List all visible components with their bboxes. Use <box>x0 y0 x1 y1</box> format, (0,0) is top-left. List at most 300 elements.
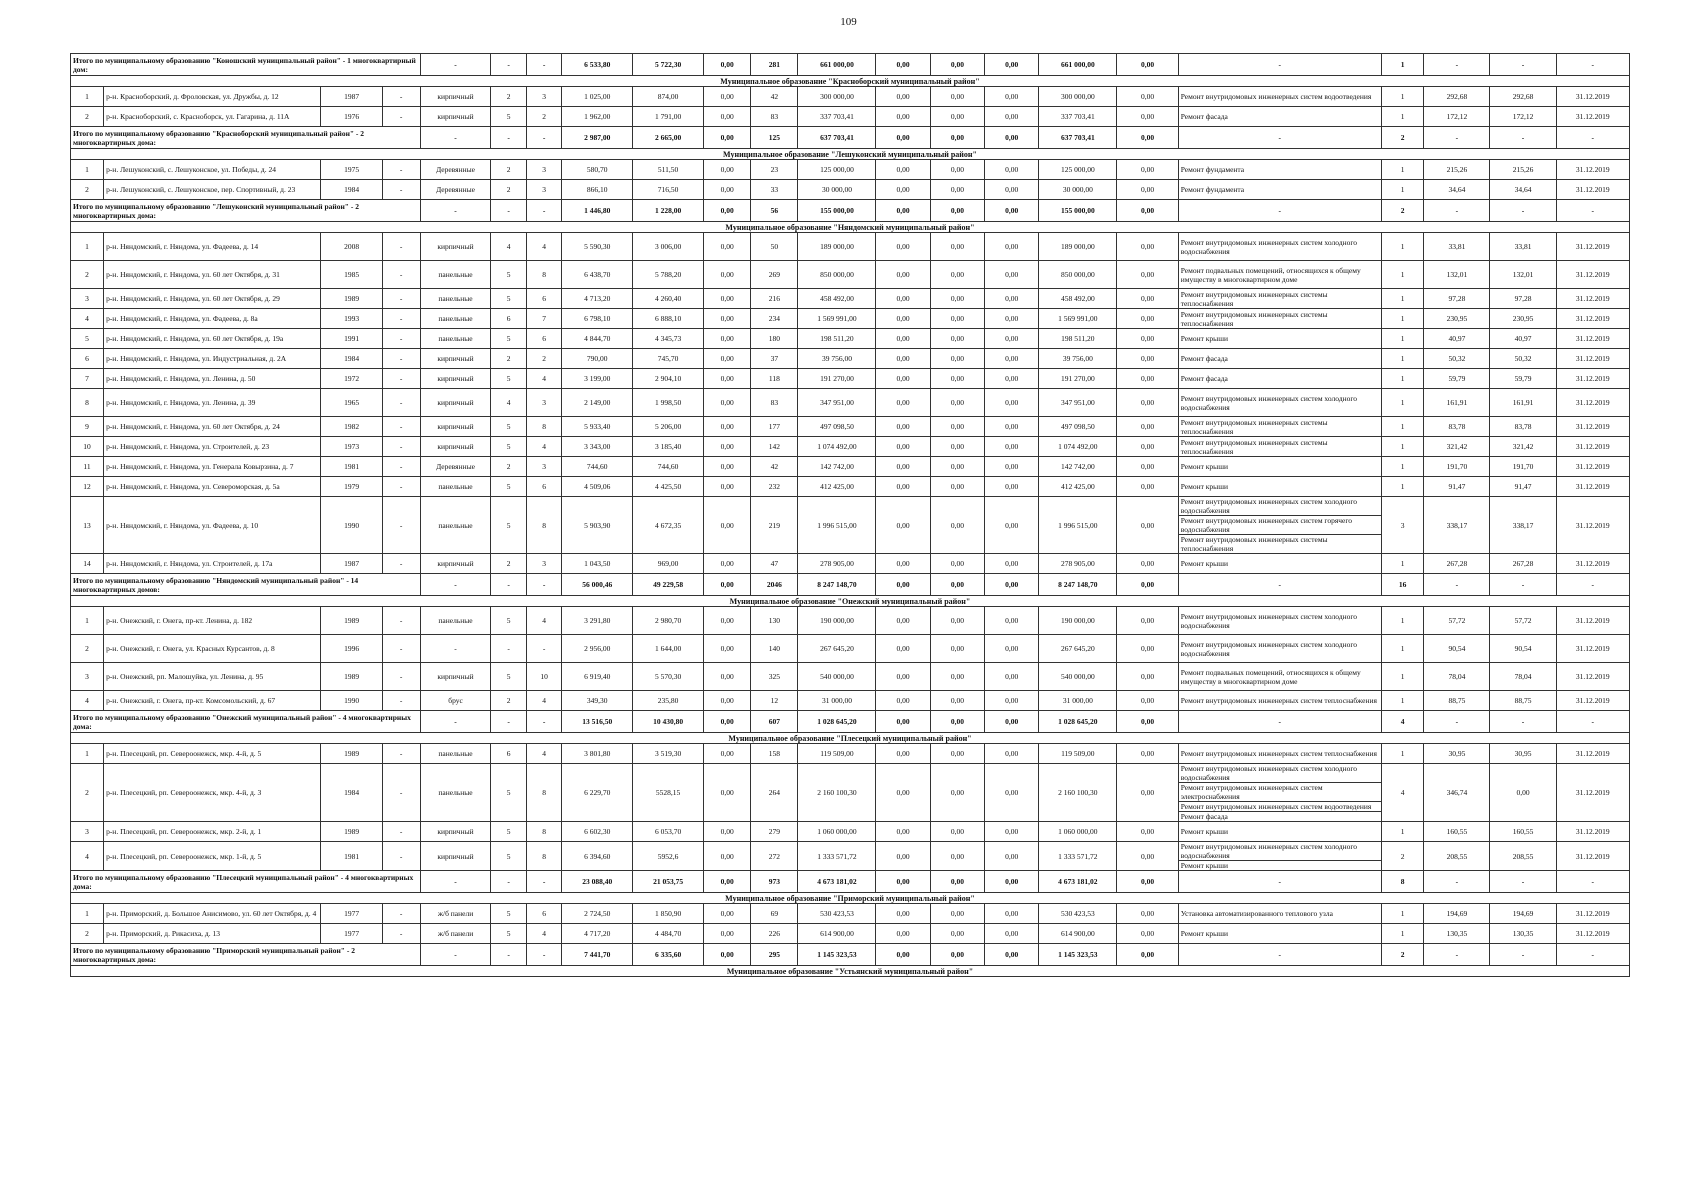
value-cell: кирпичный <box>420 369 491 389</box>
value-cell: - <box>382 160 420 180</box>
total-value-cell: 7 441,70 <box>562 944 633 966</box>
value-cell: 1984 <box>321 349 382 369</box>
value-cell: 8 <box>526 417 561 437</box>
value-cell: 4 844,70 <box>562 329 633 349</box>
total-value-cell: 1 145 323,53 <box>1039 944 1117 966</box>
value-cell: 132,01 <box>1490 261 1556 289</box>
value-cell: 6 <box>526 289 561 309</box>
value-cell: 0,00 <box>704 369 751 389</box>
value-cell: 7 <box>526 309 561 329</box>
value-cell: 0,00 <box>930 822 984 842</box>
total-value-cell: 0,00 <box>985 871 1039 893</box>
work-item: Ремонт фасада <box>1180 112 1228 121</box>
value-cell: 267 645,20 <box>798 635 876 663</box>
total-value-cell: 1 <box>1381 54 1424 76</box>
value-cell: 4 <box>526 744 561 764</box>
value-cell: 216 <box>751 289 798 309</box>
total-value-cell: - <box>1424 944 1490 966</box>
value-cell: - <box>382 663 420 691</box>
value-cell: 235,80 <box>633 691 704 711</box>
total-value-cell: 16 <box>1381 574 1424 596</box>
value-cell: - <box>382 635 420 663</box>
value-cell: 0,00 <box>1117 369 1178 389</box>
value-cell: 540 000,00 <box>798 663 876 691</box>
value-cell: 0,00 <box>1117 349 1178 369</box>
value-cell: 5 570,30 <box>633 663 704 691</box>
value-cell: 1 074 492,00 <box>798 437 876 457</box>
total-row <box>71 711 1630 733</box>
value-cell: 4 <box>526 437 561 457</box>
value-cell: 1 025,00 <box>562 87 633 107</box>
total-value-cell: 0,00 <box>985 127 1039 149</box>
total-value-cell: - <box>420 200 491 222</box>
value-cell: кирпичный <box>420 389 491 417</box>
value-cell: - <box>382 822 420 842</box>
value-cell: 39 756,00 <box>1039 349 1117 369</box>
value-cell: 850 000,00 <box>1039 261 1117 289</box>
total-row <box>71 200 1630 222</box>
value-cell: 5 <box>491 764 526 822</box>
work-item: Ремонт внутридомовых инженерных систем электроснабжения <box>1179 783 1381 802</box>
total-value-cell: 2046 <box>751 574 798 596</box>
value-cell: 142 742,00 <box>798 457 876 477</box>
work-item: Ремонт внутридомовых инженерных систем холодного водоснабжения <box>1179 764 1381 783</box>
work-item: Ремонт внутридомовых инженерных системы теплоснабжения <box>1180 417 1328 436</box>
value-cell: 88,75 <box>1490 691 1556 711</box>
total-value-cell: 13 516,50 <box>562 711 633 733</box>
value-cell: 614 900,00 <box>798 924 876 944</box>
total-value-cell: - <box>1490 54 1556 76</box>
works-cell <box>1178 842 1381 871</box>
value-cell: 2 956,00 <box>562 635 633 663</box>
total-value-cell: 1 228,00 <box>633 200 704 222</box>
value-cell: 0,00 <box>704 477 751 497</box>
value-cell: 0,00 <box>876 635 930 663</box>
value-cell: - <box>382 87 420 107</box>
value-cell: 78,04 <box>1490 663 1556 691</box>
municipality-heading-row <box>71 76 1630 87</box>
value-cell: 1981 <box>321 842 382 871</box>
value-cell: 0,00 <box>930 180 984 200</box>
value-cell: 6 919,40 <box>562 663 633 691</box>
row-number: 1 <box>71 160 104 180</box>
total-value-cell: 4 <box>1381 711 1424 733</box>
value-cell: 5 206,00 <box>633 417 704 437</box>
total-value-cell: 6 335,60 <box>633 944 704 966</box>
total-row <box>71 54 1630 76</box>
work-item: Ремонт фундамента <box>1180 185 1245 194</box>
value-cell: 158 <box>751 744 798 764</box>
value-cell: 0,00 <box>985 663 1039 691</box>
value-cell: 31.12.2019 <box>1556 554 1629 574</box>
value-cell: 0,00 <box>876 554 930 574</box>
value-cell: 130,35 <box>1424 924 1490 944</box>
value-cell: 1 333 571,72 <box>798 842 876 871</box>
value-cell: 0,00 <box>704 691 751 711</box>
value-cell: 6 394,60 <box>562 842 633 871</box>
total-value-cell: 607 <box>751 711 798 733</box>
value-cell: - <box>382 457 420 477</box>
work-item: Ремонт фасада <box>1180 354 1228 363</box>
value-cell: 1987 <box>321 87 382 107</box>
value-cell: 0,00 <box>985 417 1039 437</box>
address-cell: р-н. Красноборский, с. Красноборск, ул. Гагарина, д. 11А <box>104 107 321 127</box>
value-cell: 0,00 <box>985 842 1039 871</box>
value-cell: 2 149,00 <box>562 389 633 417</box>
table-row <box>71 369 1630 389</box>
value-cell: 1 850,90 <box>633 904 704 924</box>
value-cell: 190 000,00 <box>798 607 876 635</box>
value-cell: 0,00 <box>876 180 930 200</box>
value-cell: 1 <box>1381 261 1424 289</box>
value-cell: 1 962,00 <box>562 107 633 127</box>
value-cell: кирпичный <box>420 663 491 691</box>
value-cell: 59,79 <box>1424 369 1490 389</box>
works-cell <box>1178 924 1381 944</box>
value-cell: 189 000,00 <box>1039 233 1117 261</box>
value-cell: 0,00 <box>985 349 1039 369</box>
value-cell: 497 098,50 <box>1039 417 1117 437</box>
value-cell: 346,74 <box>1424 764 1490 822</box>
value-cell: 6 798,10 <box>562 309 633 329</box>
value-cell: 142 <box>751 437 798 457</box>
value-cell: 0,00 <box>876 369 930 389</box>
row-number: 14 <box>71 554 104 574</box>
value-cell: 338,17 <box>1424 497 1490 554</box>
address-cell: р-н. Лешуконский, с. Лешуконское, ул. Победы, д. 24 <box>104 160 321 180</box>
total-label: Итого по муниципальному образованию "Приморский муниципальный район" - 2 многоквартирных дома: <box>71 944 421 966</box>
value-cell: - <box>382 329 420 349</box>
value-cell: 0,00 <box>985 691 1039 711</box>
value-cell: 0,00 <box>1117 764 1178 822</box>
address-cell: р-н. Красноборский, д. Фроловская, ул. Дружбы, д. 12 <box>104 87 321 107</box>
value-cell: 1 <box>1381 160 1424 180</box>
value-cell: 31.12.2019 <box>1556 417 1629 437</box>
value-cell: 1987 <box>321 554 382 574</box>
value-cell: 0,00 <box>876 457 930 477</box>
table-row <box>71 180 1630 200</box>
value-cell: 0,00 <box>1117 457 1178 477</box>
address-cell: р-н. Няндомский, г. Няндома, ул. 60 лет Октября, д. 29 <box>104 289 321 309</box>
value-cell: 0,00 <box>1117 329 1178 349</box>
value-cell: 0,00 <box>704 87 751 107</box>
value-cell: 0,00 <box>704 180 751 200</box>
value-cell: - <box>382 107 420 127</box>
value-cell: 0,00 <box>876 437 930 457</box>
total-value-cell: 5 722,30 <box>633 54 704 76</box>
value-cell: 130 <box>751 607 798 635</box>
value-cell: 0,00 <box>876 107 930 127</box>
value-cell: - <box>382 691 420 711</box>
total-value-cell: - <box>1178 127 1381 149</box>
value-cell: 50,32 <box>1490 349 1556 369</box>
value-cell: 4 425,50 <box>633 477 704 497</box>
value-cell: 0,00 <box>985 764 1039 822</box>
value-cell: 69 <box>751 904 798 924</box>
work-item: Ремонт фасада <box>1180 374 1228 383</box>
value-cell: 3 <box>526 389 561 417</box>
value-cell: 0,00 <box>930 904 984 924</box>
value-cell: 4 345,73 <box>633 329 704 349</box>
value-cell: 2 <box>491 691 526 711</box>
address-cell: р-н. Плесецкий, рп. Североонежск, мкр. 1-й, д. 5 <box>104 842 321 871</box>
total-row <box>71 574 1630 596</box>
value-cell: - <box>382 764 420 822</box>
value-cell: 0,00 <box>1117 663 1178 691</box>
total-value-cell: - <box>1424 54 1490 76</box>
table-body <box>71 54 1630 977</box>
value-cell: 119 509,00 <box>798 744 876 764</box>
value-cell: - <box>382 554 420 574</box>
value-cell: панельные <box>420 497 491 554</box>
value-cell: 91,47 <box>1424 477 1490 497</box>
value-cell: 0,00 <box>930 389 984 417</box>
table-row <box>71 607 1630 635</box>
table-row <box>71 417 1630 437</box>
value-cell: 1 <box>1381 417 1424 437</box>
value-cell: 0,00 <box>985 309 1039 329</box>
value-cell: 969,00 <box>633 554 704 574</box>
value-cell: 0,00 <box>1490 764 1556 822</box>
works-cell <box>1178 261 1381 289</box>
value-cell: 57,72 <box>1424 607 1490 635</box>
value-cell: 4 <box>526 607 561 635</box>
value-cell: 0,00 <box>930 554 984 574</box>
value-cell: 30 000,00 <box>1039 180 1117 200</box>
value-cell: 1 <box>1381 691 1424 711</box>
municipality-heading-row <box>71 149 1630 160</box>
works-cell <box>1178 349 1381 369</box>
total-value-cell: 0,00 <box>1117 54 1178 76</box>
works-cell <box>1178 607 1381 635</box>
value-cell: 1965 <box>321 389 382 417</box>
value-cell: 0,00 <box>930 261 984 289</box>
value-cell: 0,00 <box>930 842 984 871</box>
value-cell: - <box>382 309 420 329</box>
value-cell: 230,95 <box>1490 309 1556 329</box>
value-cell: - <box>526 635 561 663</box>
value-cell: брус <box>420 691 491 711</box>
work-item: Ремонт крыши <box>1180 861 1228 870</box>
value-cell: панельные <box>420 764 491 822</box>
municipality-heading: Муниципальное образование "Онежский муниципальный район" <box>71 596 1630 607</box>
value-cell: 337 703,41 <box>798 107 876 127</box>
value-cell: кирпичный <box>420 233 491 261</box>
value-cell: 1 998,50 <box>633 389 704 417</box>
value-cell: 1 <box>1381 607 1424 635</box>
total-value-cell: - <box>1490 127 1556 149</box>
value-cell: - <box>382 497 420 554</box>
value-cell: 3 199,00 <box>562 369 633 389</box>
row-number: 2 <box>71 107 104 127</box>
value-cell: 31.12.2019 <box>1556 744 1629 764</box>
value-cell: 0,00 <box>985 107 1039 127</box>
row-number: 3 <box>71 663 104 691</box>
value-cell: - <box>382 349 420 369</box>
value-cell: 0,00 <box>930 497 984 554</box>
value-cell: 198 511,20 <box>1039 329 1117 349</box>
value-cell: 0,00 <box>704 842 751 871</box>
value-cell: 5 <box>491 822 526 842</box>
total-value-cell: 49 229,58 <box>633 574 704 596</box>
total-value-cell: 2 665,00 <box>633 127 704 149</box>
municipality-heading: Муниципальное образование "Устьянский муниципальный район" <box>71 966 1630 977</box>
value-cell: 0,00 <box>704 107 751 127</box>
value-cell: 5 <box>491 924 526 944</box>
works-cell <box>1178 477 1381 497</box>
municipality-heading-row <box>71 966 1630 977</box>
work-item: Ремонт фундамента <box>1180 165 1245 174</box>
value-cell: 0,00 <box>876 822 930 842</box>
value-cell: 31.12.2019 <box>1556 261 1629 289</box>
value-cell: 0,00 <box>876 160 930 180</box>
total-value-cell: 0,00 <box>704 711 751 733</box>
total-value-cell: - <box>1490 574 1556 596</box>
value-cell: 4 <box>491 389 526 417</box>
value-cell: 31.12.2019 <box>1556 437 1629 457</box>
value-cell: 0,00 <box>985 822 1039 842</box>
value-cell: 0,00 <box>930 691 984 711</box>
value-cell: 458 492,00 <box>798 289 876 309</box>
value-cell: 349,30 <box>562 691 633 711</box>
value-cell: 866,10 <box>562 180 633 200</box>
value-cell: 0,00 <box>1117 309 1178 329</box>
total-value-cell: - <box>491 574 526 596</box>
value-cell: 5 <box>491 369 526 389</box>
total-value-cell: 0,00 <box>985 574 1039 596</box>
value-cell: 0,00 <box>1117 842 1178 871</box>
work-item: Ремонт внутридомовых инженерных систем горячего водоснабжения <box>1179 516 1381 535</box>
works-cell <box>1178 309 1381 329</box>
total-value-cell: - <box>491 54 526 76</box>
value-cell: 88,75 <box>1424 691 1490 711</box>
value-cell: 172,12 <box>1490 107 1556 127</box>
value-cell: 180 <box>751 329 798 349</box>
value-cell: 0,00 <box>876 289 930 309</box>
total-value-cell: 6 533,80 <box>562 54 633 76</box>
value-cell: 0,00 <box>1117 107 1178 127</box>
value-cell: 0,00 <box>985 261 1039 289</box>
table-row <box>71 107 1630 127</box>
value-cell: 0,00 <box>876 261 930 289</box>
value-cell: 31.12.2019 <box>1556 842 1629 871</box>
value-cell: 0,00 <box>985 457 1039 477</box>
value-cell: кирпичный <box>420 417 491 437</box>
value-cell: 0,00 <box>704 437 751 457</box>
works-cell <box>1178 635 1381 663</box>
work-item: Ремонт внутридомовых инженерных системы теплоснабжения <box>1180 289 1328 308</box>
total-value-cell: 0,00 <box>930 200 984 222</box>
total-value-cell: 8 <box>1381 871 1424 893</box>
value-cell: 191 270,00 <box>798 369 876 389</box>
total-value-cell: 295 <box>751 944 798 966</box>
row-number: 4 <box>71 691 104 711</box>
row-number: 4 <box>71 309 104 329</box>
row-number: 1 <box>71 87 104 107</box>
value-cell: 744,60 <box>633 457 704 477</box>
total-value-cell: - <box>526 711 561 733</box>
value-cell: 2 <box>491 160 526 180</box>
value-cell: 1 <box>1381 904 1424 924</box>
municipality-heading: Муниципальное образование "Красноборский муниципальный район" <box>71 76 1630 87</box>
table-row <box>71 822 1630 842</box>
value-cell: - <box>382 744 420 764</box>
value-cell: 0,00 <box>704 635 751 663</box>
table-row <box>71 924 1630 944</box>
value-cell: 412 425,00 <box>798 477 876 497</box>
value-cell: 0,00 <box>704 160 751 180</box>
work-item: Ремонт внутридомовых инженерных систем холодного водоснабжения <box>1180 611 1358 630</box>
total-value-cell: 2 <box>1381 127 1424 149</box>
work-item: Ремонт внутридомовых инженерных систем теплоснабжения <box>1180 696 1377 705</box>
table-row <box>71 691 1630 711</box>
value-cell: 5 933,40 <box>562 417 633 437</box>
value-cell: 1 <box>1381 635 1424 663</box>
value-cell: 6 <box>526 477 561 497</box>
value-cell: 2 <box>491 457 526 477</box>
works-cell <box>1178 107 1381 127</box>
value-cell: панельные <box>420 329 491 349</box>
value-cell: 1 569 991,00 <box>1039 309 1117 329</box>
value-cell: 23 <box>751 160 798 180</box>
value-cell: 1975 <box>321 160 382 180</box>
total-value-cell: 0,00 <box>876 944 930 966</box>
value-cell: 97,28 <box>1490 289 1556 309</box>
value-cell: 31.12.2019 <box>1556 349 1629 369</box>
value-cell: 31.12.2019 <box>1556 180 1629 200</box>
value-cell: 230,95 <box>1424 309 1490 329</box>
row-number: 3 <box>71 822 104 842</box>
value-cell: 83,78 <box>1424 417 1490 437</box>
value-cell: - <box>420 635 491 663</box>
value-cell: 5 <box>491 329 526 349</box>
table-row <box>71 329 1630 349</box>
total-value-cell: 637 703,41 <box>798 127 876 149</box>
total-value-cell: 2 <box>1381 944 1424 966</box>
value-cell: 39 756,00 <box>798 349 876 369</box>
value-cell: 226 <box>751 924 798 944</box>
row-number: 4 <box>71 842 104 871</box>
value-cell: 0,00 <box>985 180 1039 200</box>
value-cell: 31.12.2019 <box>1556 477 1629 497</box>
works-cell <box>1178 233 1381 261</box>
total-label: Итого по муниципальному образованию "Няндомский муниципальный район" - 14 многоквартирных домов: <box>71 574 421 596</box>
value-cell: 1 <box>1381 437 1424 457</box>
value-cell: 142 742,00 <box>1039 457 1117 477</box>
total-value-cell: - <box>1424 127 1490 149</box>
value-cell: 0,00 <box>704 663 751 691</box>
value-cell: 31.12.2019 <box>1556 635 1629 663</box>
address-cell: р-н. Приморский, д. Рикасиха, д. 13 <box>104 924 321 944</box>
value-cell: 0,00 <box>930 417 984 437</box>
total-value-cell: 0,00 <box>876 54 930 76</box>
total-value-cell: - <box>420 574 491 596</box>
value-cell: 215,26 <box>1424 160 1490 180</box>
value-cell: - <box>382 180 420 200</box>
value-cell: 40,97 <box>1490 329 1556 349</box>
value-cell: 5 <box>491 607 526 635</box>
total-value-cell: - <box>1424 711 1490 733</box>
value-cell: 0,00 <box>930 329 984 349</box>
work-item: Ремонт крыши <box>1180 559 1228 568</box>
total-value-cell: - <box>1424 574 1490 596</box>
table-row <box>71 744 1630 764</box>
total-row <box>71 944 1630 966</box>
value-cell: 97,28 <box>1424 289 1490 309</box>
works-cell <box>1178 180 1381 200</box>
total-value-cell: - <box>1178 871 1381 893</box>
total-value-cell: 973 <box>751 871 798 893</box>
